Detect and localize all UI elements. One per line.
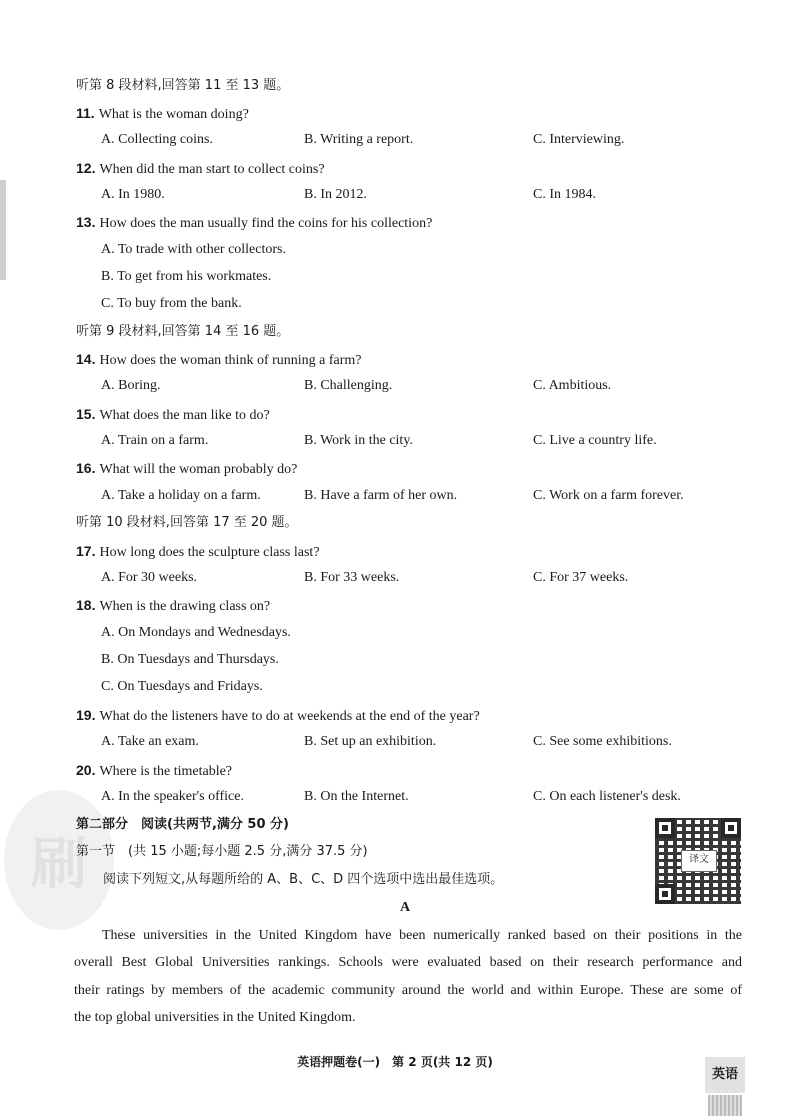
option-18c: C. On Tuesdays and Fridays. bbox=[101, 679, 263, 694]
question-17: 17. How long does the sculpture class last? bbox=[76, 543, 320, 560]
option-14b: B. Challenging. bbox=[304, 378, 393, 393]
qr-finder-top-right bbox=[721, 818, 741, 838]
question-18: 18. When is the drawing class on? bbox=[76, 597, 271, 614]
passage-line: the top global universities in the United Kingdom. bbox=[74, 1010, 356, 1026]
option-19a: A. Take an exam. bbox=[101, 734, 199, 749]
qr-code[interactable] bbox=[655, 818, 741, 904]
question-11: 11. What is the woman doing? bbox=[76, 105, 249, 122]
edge-strip bbox=[708, 1095, 742, 1116]
option-11c: C. Interviewing. bbox=[533, 132, 625, 147]
option-15a: A. Train on a farm. bbox=[101, 433, 209, 448]
option-16c: C. Work on a farm forever. bbox=[533, 488, 684, 503]
option-17a: A. For 30 weeks. bbox=[101, 570, 198, 585]
option-17b: B. For 33 weeks. bbox=[304, 570, 400, 585]
option-12a: A. In 1980. bbox=[101, 187, 165, 202]
question-13: 13. How does the man usually find the coins for his collection? bbox=[76, 214, 433, 231]
question-15: 15. What does the man like to do? bbox=[76, 406, 270, 423]
option-20c: C. On each listener's desk. bbox=[533, 789, 681, 804]
option-20a: A. In the speaker's office. bbox=[101, 789, 244, 804]
part-title: 第二部分 阅读(共两节,满分 50 分) bbox=[76, 817, 289, 832]
option-18b: B. On Tuesdays and Thursdays. bbox=[101, 652, 279, 667]
option-11b: B. Writing a report. bbox=[304, 132, 414, 147]
section-header: 听第 8 段材料,回答第 11 至 13 题。 bbox=[76, 78, 290, 93]
watermark-seal: 刷 bbox=[4, 790, 114, 930]
passage-label: A bbox=[400, 900, 411, 915]
subject-tab: 英语 bbox=[705, 1057, 745, 1093]
question-12: 12. When did the man start to collect coins? bbox=[76, 160, 325, 177]
option-12b: B. In 2012. bbox=[304, 187, 367, 202]
option-13a: A. To trade with other collectors. bbox=[101, 242, 286, 257]
section-subtitle: 第一节 (共 15 小题;每小题 2.5 分,满分 37.5 分) bbox=[76, 844, 368, 859]
option-12c: C. In 1984. bbox=[533, 187, 596, 202]
option-13c: C. To buy from the bank. bbox=[101, 296, 242, 311]
option-19b: B. Set up an exhibition. bbox=[304, 734, 437, 749]
passage-line: These universities in the United Kingdom have been numerically ranked based on their positions in the bbox=[102, 928, 742, 943]
option-15b: B. Work in the city. bbox=[304, 433, 413, 448]
option-15c: C. Live a country life. bbox=[533, 433, 657, 448]
option-17c: C. For 37 weeks. bbox=[533, 570, 629, 585]
question-20: 20. Where is the timetable? bbox=[76, 762, 233, 779]
option-11a: A. Collecting coins. bbox=[101, 132, 213, 147]
option-16b: B. Have a farm of her own. bbox=[304, 488, 458, 503]
passage-paragraph bbox=[74, 922, 742, 1032]
passage-line: their ratings by members of the academic community around the world and within Europe. These are some of bbox=[74, 982, 742, 998]
option-19c: C. See some exhibitions. bbox=[533, 734, 672, 749]
option-16a: A. Take a holiday on a farm. bbox=[101, 488, 261, 503]
page-edge-strip bbox=[0, 180, 6, 280]
page-footer: 英语押题卷(一) 第 2 页(共 12 页) bbox=[297, 1055, 493, 1069]
qr-finder-top-left bbox=[655, 818, 675, 838]
question-19: 19. What do the listeners have to do at weekends at the end of the year? bbox=[76, 707, 480, 724]
option-18a: A. On Mondays and Wednesdays. bbox=[101, 625, 291, 640]
qr-label: 译文 bbox=[681, 850, 717, 872]
question-16: 16. What will the woman probably do? bbox=[76, 460, 298, 477]
option-14a: A. Boring. bbox=[101, 378, 161, 393]
passage-line: overall Best Global Universities rankings. Schools were evaluated based on their research performance and bbox=[74, 955, 742, 971]
section-header: 听第 9 段材料,回答第 14 至 16 题。 bbox=[76, 324, 290, 339]
reading-instruction: 阅读下列短文,从每题所给的 A、B、C、D 四个选项中选出最佳选项。 bbox=[103, 872, 504, 887]
qr-finder-bottom-left bbox=[655, 884, 675, 904]
question-14: 14. How does the woman think of running a farm? bbox=[76, 351, 362, 368]
option-20b: B. On the Internet. bbox=[304, 789, 409, 804]
section-header: 听第 10 段材料,回答第 17 至 20 题。 bbox=[76, 515, 298, 530]
option-14c: C. Ambitious. bbox=[533, 378, 612, 393]
option-13b: B. To get from his workmates. bbox=[101, 269, 272, 284]
